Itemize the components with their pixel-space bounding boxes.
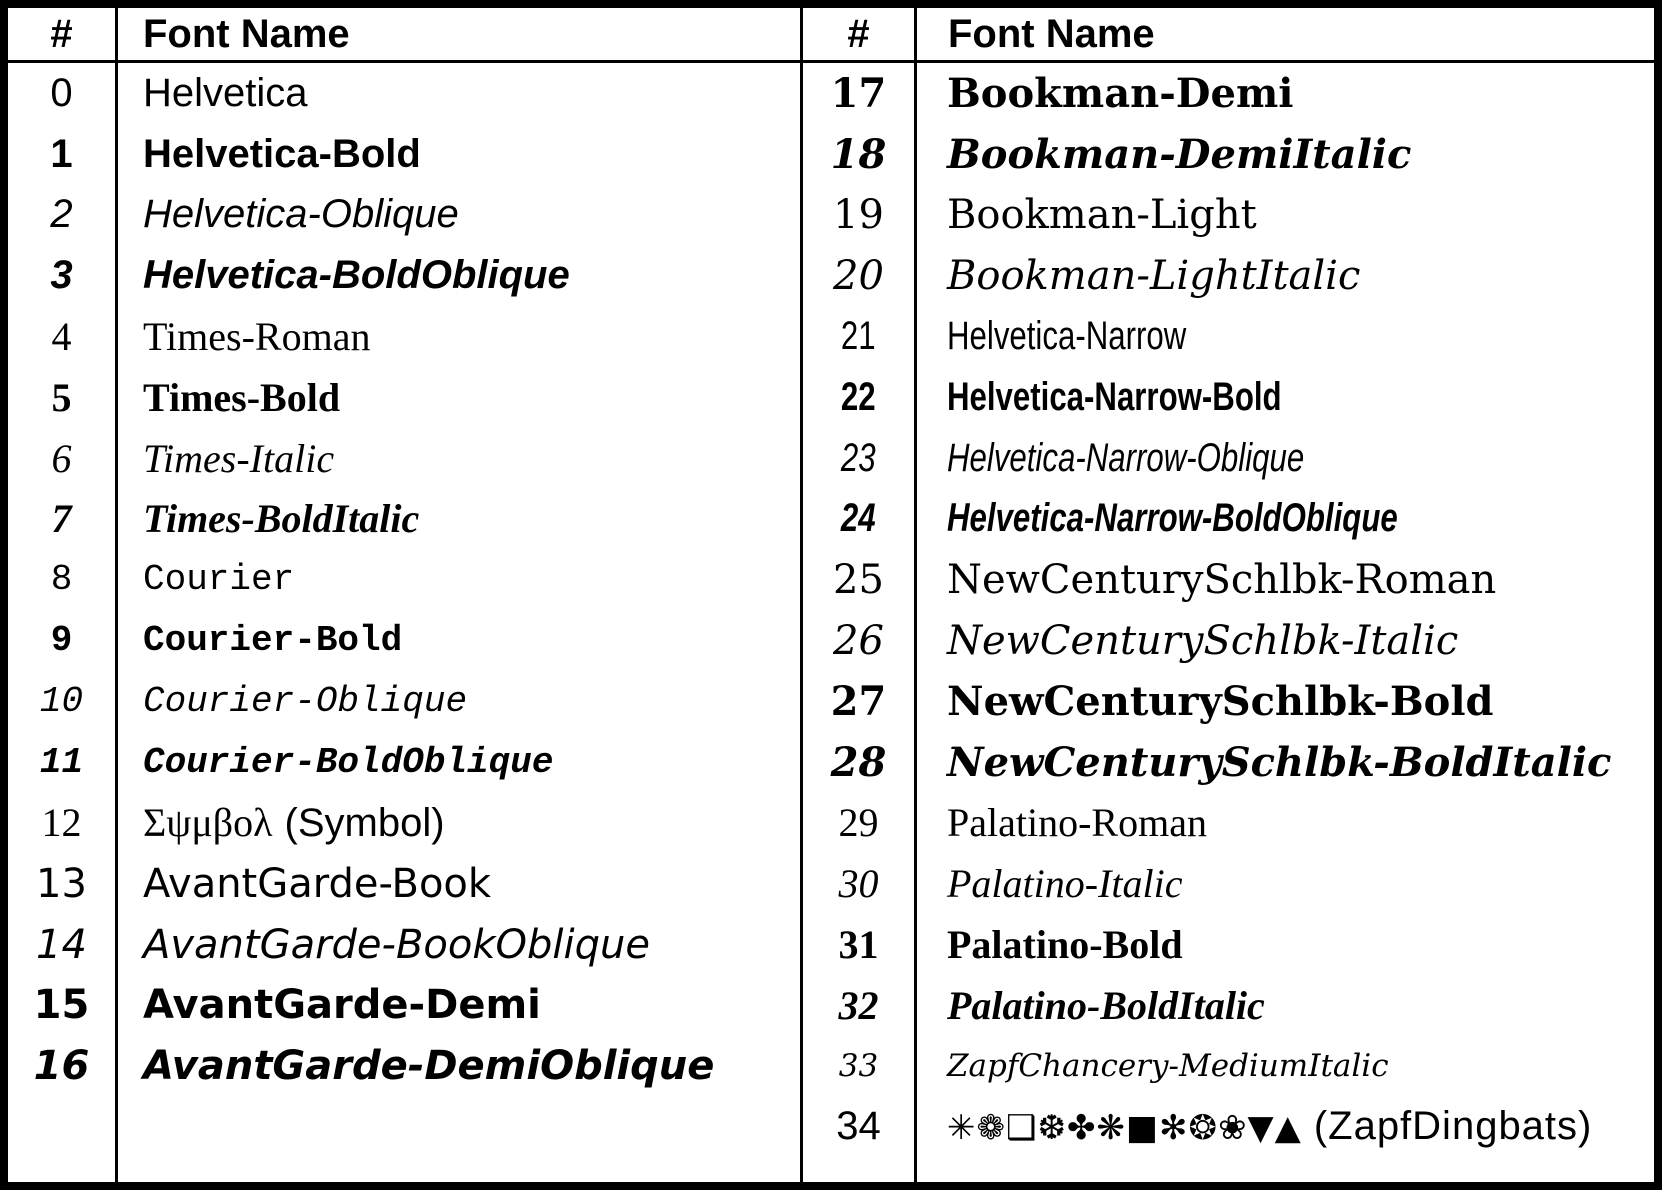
font-number-text: 29 bbox=[838, 800, 879, 846]
font-name bbox=[115, 922, 650, 968]
font-name bbox=[914, 982, 1265, 1029]
font-name bbox=[115, 559, 294, 600]
font-name bbox=[914, 921, 1183, 968]
table-row bbox=[803, 1097, 1654, 1158]
table-row bbox=[8, 185, 800, 246]
font-number-text: 13 bbox=[36, 860, 87, 907]
font-number bbox=[803, 618, 914, 664]
font-name bbox=[914, 799, 1207, 846]
font-number bbox=[803, 496, 914, 541]
font-name-text: Bookman-DemiItalic bbox=[947, 130, 1412, 178]
font-name-text: Helvetica bbox=[143, 70, 308, 115]
font-number bbox=[803, 860, 914, 907]
table-row bbox=[8, 671, 800, 732]
column-header-number-right: # bbox=[847, 11, 870, 56]
font-name bbox=[914, 375, 1376, 420]
font-number-text: 17 bbox=[830, 69, 887, 117]
table-row bbox=[8, 610, 800, 671]
font-name-text: Helvetica-Narrow-Bold bbox=[947, 374, 1282, 419]
font-name-text: Helvetica-Narrow-BoldOblique bbox=[947, 496, 1398, 541]
font-number bbox=[803, 739, 914, 786]
font-number bbox=[803, 375, 914, 420]
font-number-text: 11 bbox=[39, 741, 84, 783]
font-number-text: 5 bbox=[51, 374, 72, 420]
font-number bbox=[803, 678, 914, 725]
font-name-text: Palatino-Italic bbox=[947, 861, 1183, 907]
font-number bbox=[803, 982, 914, 1029]
font-name bbox=[115, 313, 370, 360]
font-name-text: NewCenturySchlbk-Italic bbox=[947, 617, 1459, 664]
table-row bbox=[803, 245, 1654, 306]
table-row bbox=[8, 975, 800, 1036]
table-row bbox=[8, 793, 800, 854]
font-name-text: Times-Bold bbox=[143, 374, 341, 420]
table-row bbox=[803, 549, 1654, 610]
font-number bbox=[803, 192, 914, 238]
font-number-text: 26 bbox=[833, 617, 884, 664]
font-name bbox=[115, 71, 308, 116]
font-name bbox=[115, 742, 553, 783]
font-number bbox=[803, 436, 914, 481]
font-number bbox=[8, 132, 115, 177]
table-row bbox=[8, 124, 800, 185]
font-number-text: 3 bbox=[50, 253, 73, 298]
font-name bbox=[115, 192, 459, 237]
table-row bbox=[803, 124, 1654, 185]
table-row bbox=[8, 306, 800, 367]
font-name-text: Helvetica-Narrow-Oblique bbox=[947, 435, 1305, 480]
font-name bbox=[115, 253, 570, 298]
font-number-text: 8 bbox=[50, 559, 73, 601]
font-number bbox=[8, 313, 115, 360]
font-number bbox=[803, 921, 914, 968]
font-number-text: 15 bbox=[33, 982, 90, 1029]
font-name-text: Bookman-LightItalic bbox=[947, 252, 1361, 299]
font-name bbox=[914, 1104, 1592, 1149]
table-row bbox=[803, 428, 1654, 489]
font-name-text: AvantGarde-Book bbox=[143, 860, 492, 907]
font-number-text: 19 bbox=[833, 191, 884, 238]
font-name bbox=[115, 681, 467, 722]
font-number-text: 30 bbox=[838, 861, 879, 907]
font-number bbox=[803, 131, 914, 178]
font-number-text: 7 bbox=[51, 496, 72, 542]
table-row bbox=[8, 428, 800, 489]
font-number-text: 32 bbox=[838, 982, 879, 1028]
font-number bbox=[8, 681, 115, 722]
table-row bbox=[8, 853, 800, 914]
font-name bbox=[914, 192, 1257, 238]
font-name-text: Bookman-Light bbox=[947, 191, 1257, 238]
font-name-suffix: (ZapfDingbats) bbox=[1313, 1104, 1593, 1149]
font-number bbox=[8, 799, 115, 846]
font-name-text: Helvetica-Oblique bbox=[143, 192, 459, 237]
font-number-text: 6 bbox=[51, 435, 72, 481]
font-name-text: NewCenturySchlbk-Roman bbox=[947, 556, 1497, 603]
font-name-text: ZapfChancery-MediumItalic bbox=[947, 1048, 1389, 1085]
table-row bbox=[8, 367, 800, 428]
font-number-text: 9 bbox=[50, 620, 73, 662]
left-pane-rows bbox=[8, 63, 800, 1097]
font-name-text: Palatino-Bold bbox=[947, 922, 1183, 968]
font-number bbox=[8, 861, 115, 907]
font-name-suffix: (Symbol) bbox=[284, 801, 445, 846]
font-number-text: 24 bbox=[841, 496, 876, 541]
table-row bbox=[803, 63, 1654, 124]
font-number-text: 21 bbox=[841, 314, 876, 359]
font-number-text: 14 bbox=[36, 921, 87, 968]
table-row bbox=[803, 489, 1654, 550]
table-row bbox=[8, 549, 800, 610]
font-name bbox=[115, 435, 334, 482]
font-number bbox=[8, 982, 115, 1028]
table-row bbox=[803, 975, 1654, 1036]
font-name-text: Times-BoldItalic bbox=[143, 496, 420, 542]
table-row bbox=[803, 367, 1654, 428]
font-name-text: AvantGarde-DemiOblique bbox=[143, 1043, 715, 1090]
font-name bbox=[914, 496, 1525, 541]
font-name bbox=[115, 495, 419, 542]
font-number-text: 23 bbox=[841, 435, 876, 480]
font-name-text: NewCenturySchlbk-BoldItalic bbox=[947, 738, 1612, 786]
font-number bbox=[8, 71, 115, 116]
font-name-text: Courier-Bold bbox=[143, 620, 403, 662]
font-name bbox=[914, 314, 1254, 359]
font-name-text: Σψμβολ bbox=[143, 800, 273, 846]
font-number bbox=[8, 253, 115, 298]
font-number bbox=[803, 1104, 914, 1149]
table-row bbox=[803, 1036, 1654, 1097]
font-name bbox=[115, 861, 491, 907]
font-number-text: 20 bbox=[833, 252, 884, 299]
font-number bbox=[8, 742, 115, 783]
column-header-font-name-right: Font Name bbox=[948, 11, 1155, 56]
font-name-text: NewCenturySchlbk-Bold bbox=[947, 677, 1494, 725]
font-name-text: Bookman-Demi bbox=[947, 69, 1294, 117]
font-name bbox=[115, 374, 340, 421]
font-name bbox=[914, 739, 1611, 786]
font-number-text: 22 bbox=[841, 374, 876, 419]
font-number-text: 16 bbox=[33, 1043, 90, 1090]
font-number-text: 25 bbox=[833, 556, 884, 603]
font-number bbox=[803, 70, 914, 117]
font-number bbox=[803, 253, 914, 299]
font-name-text: Times-Roman bbox=[143, 314, 371, 360]
font-name bbox=[115, 620, 402, 661]
font-number-text: 27 bbox=[830, 677, 887, 725]
font-name-text: Times-Italic bbox=[143, 435, 335, 481]
table-row bbox=[8, 63, 800, 124]
table-row bbox=[8, 732, 800, 793]
font-name bbox=[115, 982, 541, 1028]
font-number-text: 1 bbox=[50, 131, 73, 176]
font-number bbox=[8, 922, 115, 968]
font-number-text: 10 bbox=[39, 680, 84, 722]
font-name-text: Courier bbox=[143, 559, 295, 601]
font-number bbox=[8, 435, 115, 482]
column-header-font-name-left: Font Name bbox=[143, 11, 350, 56]
font-name-text: Helvetica-Bold bbox=[143, 131, 421, 176]
font-number bbox=[8, 559, 115, 600]
font-name-text: AvantGarde-BookOblique bbox=[143, 921, 650, 968]
font-name-text: Courier-BoldOblique bbox=[143, 741, 554, 783]
font-number bbox=[803, 557, 914, 603]
table-row bbox=[803, 914, 1654, 975]
font-number bbox=[8, 374, 115, 421]
font-name-text: AvantGarde-Demi bbox=[143, 982, 541, 1029]
font-number bbox=[8, 620, 115, 661]
font-number-text: 0 bbox=[50, 70, 73, 115]
table-row bbox=[803, 185, 1654, 246]
table-row bbox=[8, 914, 800, 975]
table-row bbox=[8, 489, 800, 550]
font-name bbox=[115, 799, 445, 846]
table-row bbox=[803, 610, 1654, 671]
font-name bbox=[914, 70, 1293, 117]
font-name bbox=[914, 678, 1494, 725]
font-name bbox=[914, 253, 1360, 299]
font-name-text: Palatino-BoldItalic bbox=[947, 982, 1265, 1028]
font-number-text: 34 bbox=[836, 1104, 881, 1149]
font-number-text: 12 bbox=[41, 800, 82, 846]
font-name bbox=[914, 860, 1183, 907]
font-number bbox=[803, 1048, 914, 1084]
font-name bbox=[914, 436, 1405, 481]
font-number bbox=[803, 314, 914, 359]
font-name bbox=[914, 131, 1411, 178]
column-header-number-left: # bbox=[50, 11, 73, 56]
font-number-text: 4 bbox=[51, 314, 72, 360]
font-name bbox=[914, 1048, 1389, 1084]
font-number bbox=[803, 799, 914, 846]
font-name-text: Courier-Oblique bbox=[143, 680, 468, 722]
table-row bbox=[803, 306, 1654, 367]
right-pane-rows bbox=[803, 63, 1654, 1157]
table-row bbox=[803, 793, 1654, 854]
table-row bbox=[8, 245, 800, 306]
font-name bbox=[115, 1043, 714, 1089]
font-name-text: Helvetica-BoldOblique bbox=[143, 253, 570, 298]
font-number bbox=[8, 192, 115, 237]
table-row bbox=[803, 732, 1654, 793]
font-number-text: 18 bbox=[830, 130, 887, 178]
font-number bbox=[8, 1043, 115, 1089]
font-number-text: 2 bbox=[50, 192, 73, 237]
font-number-text: 31 bbox=[838, 922, 879, 968]
table-row bbox=[803, 853, 1654, 914]
table-row bbox=[803, 671, 1654, 732]
font-name-text: Helvetica-Narrow bbox=[947, 314, 1187, 359]
table-row bbox=[8, 1036, 800, 1097]
font-name bbox=[914, 618, 1458, 664]
font-name bbox=[115, 132, 421, 177]
font-number-text: 33 bbox=[838, 1048, 879, 1085]
font-number-text: 28 bbox=[830, 738, 887, 786]
font-name-text: Palatino-Roman bbox=[947, 800, 1207, 846]
font-number bbox=[8, 495, 115, 542]
font-name bbox=[914, 557, 1496, 603]
font-name-text: ✳❁❑❆✤❋■✻❂❀▼▲ bbox=[947, 1108, 1302, 1149]
